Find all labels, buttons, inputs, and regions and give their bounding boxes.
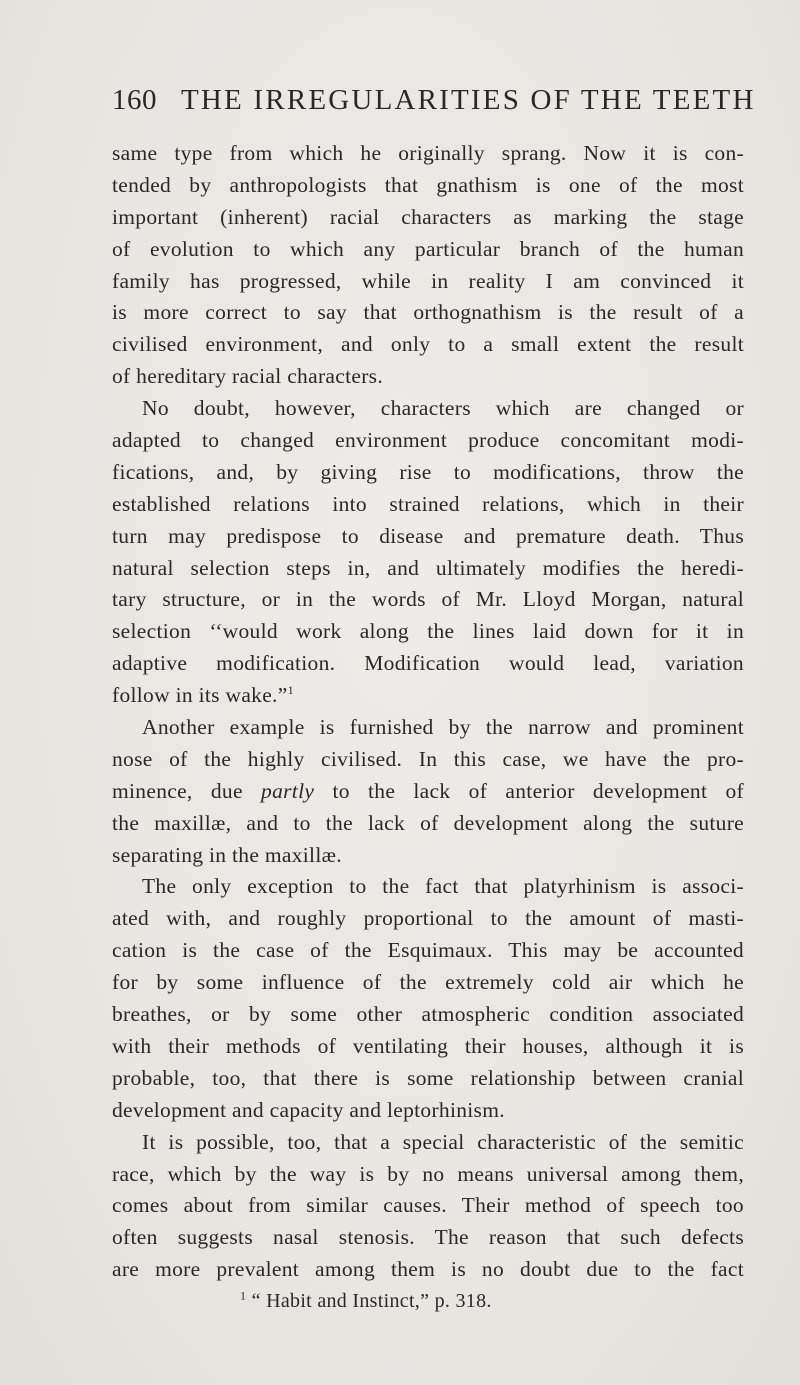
text-line: established relations into strained relations, which in their (112, 491, 744, 516)
text-line-content: minence, due (112, 778, 262, 803)
text-line: selection ‘‘would work along the lines laid down for it in (112, 619, 744, 644)
text-line: same type from which he originally sprang. Now it is con- (112, 141, 744, 165)
text-line: adapted to changed environment produce concomitant modi- (112, 428, 744, 453)
text-line: nose of the highly civilised. In this case, we have the pro- (112, 746, 744, 771)
text-line: natural selection steps in, and ultimately modifies the heredi- (112, 555, 744, 580)
footnote-marker: 1 (240, 1288, 247, 1303)
text-line: the maxillæ, and to the lack of development along the suture (112, 810, 744, 835)
footnote-reference: 1 (287, 682, 294, 697)
text-line: fications, and, by giving rise to modifications, throw the (112, 459, 744, 484)
text-line: probable, too, that there is some relationship between cranial (112, 1065, 744, 1090)
text-line: It is possible, too, that a special characteristic of the semitic (142, 1129, 744, 1154)
text-line (112, 776, 744, 808)
text-line (112, 680, 744, 712)
text-line-content: follow in its wake.” (112, 683, 288, 708)
text-line: race, which by the way is by no means universal among them, (112, 1161, 744, 1186)
text-line: of evolution to which any particular branch of the human (112, 236, 744, 261)
text-line: ated with, and roughly proportional to the amount of masti- (112, 906, 744, 931)
page-number: 160 (112, 84, 157, 116)
text-line: often suggests nasal stenosis. The reason that such defects (112, 1225, 744, 1250)
text-line: turn may predispose to disease and premature death. Thus (112, 523, 744, 548)
text-line: with their methods of ventilating their houses, although it is (112, 1033, 744, 1058)
text-line: adaptive modification. Modification would lead, variation (112, 651, 744, 676)
body-text (112, 138, 744, 1318)
footnote (112, 1286, 744, 1318)
text-line: family has progressed, while in reality I am convinced it (112, 268, 744, 293)
running-head (112, 84, 756, 117)
text-line: tended by anthropologists that gnathism is one of the most (112, 172, 744, 197)
text-line: tary structure, or in the words of Mr. Lloyd Morgan, natural (112, 587, 744, 612)
text-line: comes about from similar causes. Their method of speech too (112, 1193, 744, 1218)
running-title: THE IRREGULARITIES OF THE TEETH (181, 84, 756, 116)
text-line: The only exception to the fact that platyrhinism is associ- (142, 874, 744, 899)
text-line: are more prevalent among them is no doubt due to the fact (112, 1257, 744, 1282)
text-line: civilised environment, and only to a small extent the result (112, 332, 744, 357)
text-line: Another example is furnished by the narrow and prominent (142, 715, 744, 740)
text-line-content: to the lack of anterior development of (314, 778, 744, 803)
italic-word: partly (261, 778, 315, 803)
text-line: No doubt, however, characters which are changed or (142, 396, 744, 421)
text-line: of hereditary racial characters. (112, 364, 384, 389)
text-line: for by some influence of the extremely cold air which he (112, 970, 744, 995)
text-line: cation is the case of the Esquimaux. This may be accounted (112, 938, 744, 963)
footnote-text: “ Habit and Instinct,” p. 318. (251, 1290, 492, 1313)
text-line: is more correct to say that orthognathism is the result of a (112, 300, 744, 325)
text-line: important (inherent) racial characters as marking the stage (112, 204, 744, 229)
text-line: development and capacity and leptorhinism. (112, 1097, 505, 1122)
text-line: separating in the maxillæ. (112, 842, 342, 867)
text-line: breathes, or by some other atmospheric condition associated (112, 1002, 744, 1027)
